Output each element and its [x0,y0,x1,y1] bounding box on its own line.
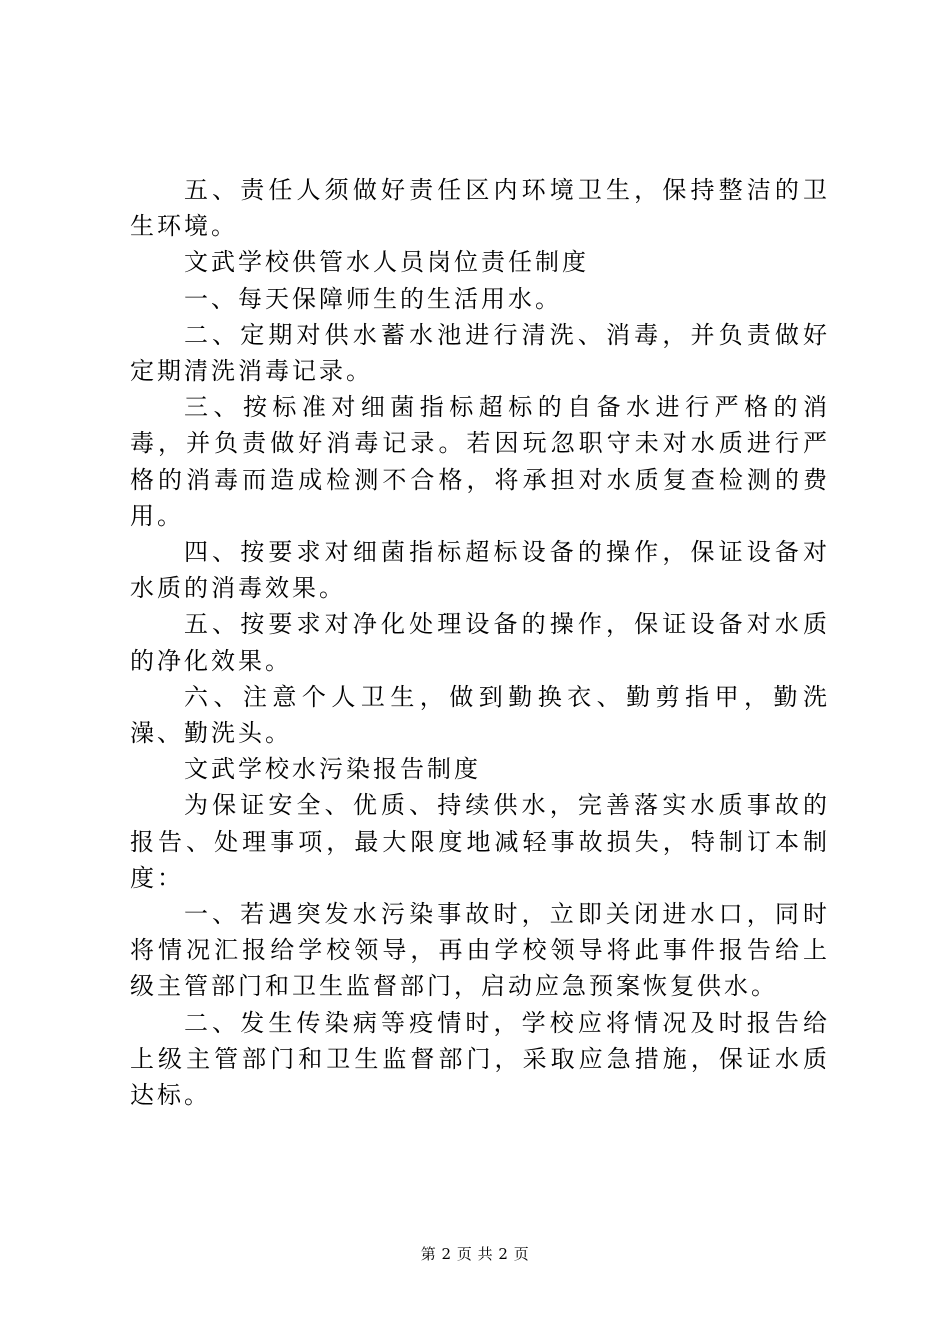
page-number-label: 第 2 页 共 2 页 [420,1245,530,1263]
paragraph-responsibility-item-5: 五、责任人须做好责任区内环境卫生，保持整洁的卫生环境。 [130,176,830,241]
paragraph-duty-item-5: 五、按要求对净化处理设备的操作，保证设备对水质的净化效果。 [130,610,830,675]
section-heading-water-staff-duties: 文武学校供管水人员岗位责任制度 [184,248,589,277]
document-body [130,172,830,1113]
paragraph-duty-item-1: 一、每天保障师生的生活用水。 [184,284,562,313]
paragraph-report-item-1: 一、若遇突发水污染事故时，立即关闭进水口，同时将情况汇报给学校领导，再由学校领导将此事件报告给上级主管部门和卫生监督部门，启动应急预案恢复供水。 [130,900,830,1001]
paragraph-duty-item-4: 四、按要求对细菌指标超标设备的操作，保证设备对水质的消毒效果。 [130,538,830,603]
page-footer [0,1244,950,1264]
paragraph-duty-item-2: 二、定期对供水蓄水池进行清洗、消毒，并负责做好定期清洗消毒记录。 [130,320,830,386]
section-heading-pollution-report: 文武学校水污染报告制度 [184,755,481,784]
paragraph-duty-item-3: 三、按标准对细菌指标超标的自备水进行严格的消毒，并负责做好消毒记录。若因玩忽职守未对水质进行严格的消毒而造成检测不合格，将承担对水质复查检测的费用。 [130,393,830,530]
paragraph-duty-item-6: 六、注意个人卫生，做到勤换衣、勤剪指甲，勤洗澡、勤洗头。 [130,682,830,748]
paragraph-report-intro: 为保证安全、优质、持续供水，完善落实水质事故的报告、处理事项，最大限度地减轻事故损失，特制订本制度： [130,791,830,892]
paragraph-report-item-2: 二、发生传染病等疫情时，学校应将情况及时报告给上级主管部门和卫生监督部门，采取应急措施，保证水质达标。 [130,1008,830,1110]
